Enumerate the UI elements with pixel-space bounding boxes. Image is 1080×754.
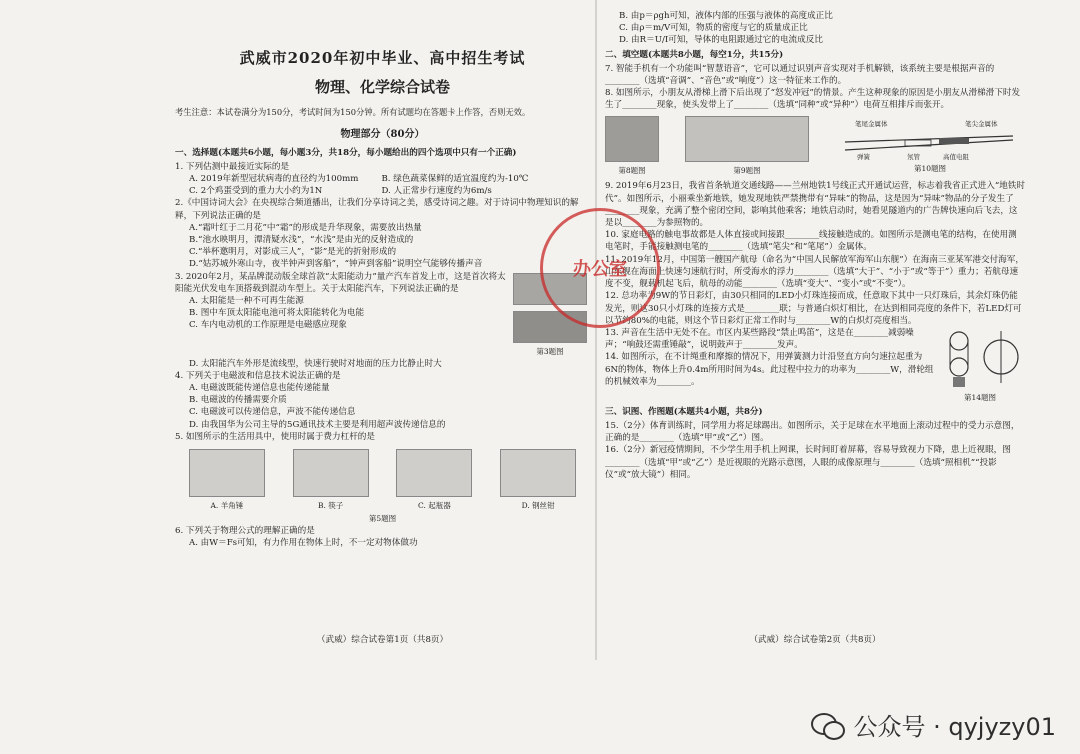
option: A. 太阳能是一种不可再生能源 [189,296,304,306]
question-3-block [175,271,590,358]
question-1-options [189,173,590,197]
option: A. 电磁波既能传递信息也能传递能量 [189,383,330,394]
official-seal [540,208,660,328]
test-pen-diagram [835,116,1025,160]
option: C. 2个鸡蛋受到的重力大小约为1N [189,186,323,197]
figure-caption: 第14题图 [963,393,997,403]
question-11: 11. 2019年12月，中国第一艘国产航母（命名为“中国人民解放军海军山东舰”）在海南三亚某军港交付海军，山东舰在海面上快速匀速航行时，所受海水的浮力________（选填“大于”、“小于”或“等于”）重力；若航母速度不变，舰载机起飞后，航母的动能________（选填“变大”、“变小”或“不变”）。 [605,254,1024,290]
question-9: 9. 2019年6月23日，我省首条轨道交通线路——兰州地铁1号线正式开通试运营，标志着我省正式进入“地铁时代”。如图所示，小丽乘坐新地铁，她发现地铁严禁携带有“异味”的物品，这是因为“异味”物品的分子发生了________现象，充满了整个密闭空间，影响其他乘客；地铁启动时，她看见隧道内的广告牌快速向后飞去，这是以________为参照物的。 [605,181,1025,229]
option: D. 钢丝钳 [521,501,555,511]
watermark-text: 公众号 · qyjyzy01 [853,713,1056,741]
section-heading: 三、识图、作图题(本题共4小题，共8分) [605,406,763,417]
pliers-photo [500,449,576,497]
question-6: 6. 下列关于物理公式的理解正确的是 [175,525,315,536]
option: B.“池水映明月，潭清疑水浅”，“水浅”是由光的反射造成的 [189,234,414,245]
option: D.“姑苏城外寒山寺，夜半钟声到客船”，“钟声到客船”说明空气能够传播声音 [189,259,483,270]
figure-14 [935,327,1025,404]
figure-caption: 第3题图 [536,347,564,356]
option: C. 由ρ＝m/V可知，物质的密度与它的质量成正比 [619,23,808,34]
chopsticks-photo [293,449,369,497]
page-footer: （武威）综合试卷第2页（共8页） [749,634,881,645]
figure-caption: 第9题图 [733,165,761,175]
option: D. 人正常步行速度约为6m/s [381,186,492,197]
question-15: 15.（2分）体育训练时，同学用力将足球踢出。如图所示，关于足球在水平地面上滚动过程中的受力示意图，正确的是________（选填“甲”或“乙”）图。 [605,420,1020,444]
figure-caption: 第10题图 [913,163,947,173]
option: D. 由我国华为公司主导的5G通讯技术主要是利用超声波传递信息的 [189,419,446,430]
seal-text: 办公室 [573,259,627,280]
pulley-diagram [937,327,1023,389]
question-3: 3. 2020年2月，某品牌混动版全球首款“太阳能动力”量产汽车首发上市，这是首次将太阳能光伏发电车顶搭载到混动车型上。关于太阳能汽车，下列说法正确的是 [175,271,506,294]
option: A.“霜叶红于二月花”中“霜”的形成是升华现象，需要放出热量 [189,222,422,233]
questions-13-14-block [605,327,1025,404]
page-fold [595,0,597,660]
hammer-photo [189,449,265,497]
option: B. 筷子 [317,501,344,511]
page-left [175,10,590,650]
option: C.“举杯邀明月，对影成三人”，“影”是光的折射形成的 [189,247,397,258]
option: B. 由p＝ρgh可知，液体内部的压强与液体的高度成正比 [619,11,833,21]
exam-subtitle: 物理、化学综合试卷 [314,78,450,97]
question-5-figures [175,449,590,512]
option: D. 由R＝U/I可知，导体的电阻跟通过它的电流成反比 [619,35,823,46]
diagram-label: 笔尖金属体 [965,119,998,128]
option: C. 电磁波可以传递信息，声波不能传递信息 [189,407,356,418]
option: B. 图中车顶太阳能电池可将太阳能转化为电能 [189,308,365,319]
part-heading: 物理部分（80分） [340,129,425,141]
figures-8-10 [605,116,1025,177]
question-12: 12. 总功率为9W的节日彩灯，由30只相同的LED小灯珠连接而成，任意取下其中一只灯珠后，其余灯珠仍能发光，则这30只小灯珠的连接方式是________联；与普通白炽灯相比，在达到相同亮度的条件下，若LED灯可以节约80%的电能，则这个节日彩灯正常工作时与________W的白炽灯亮度相当。 [605,291,1022,326]
page-footer: （武威）综合试卷第1页（共8页） [316,634,449,645]
option: A. 由W＝Fs可知，有力作用在物体上时，不一定对物体做功 [189,537,418,548]
question-5: 5. 如图所示的生活用具中，使用时属于费力杠杆的是 [175,431,375,442]
diagram-label: 氖管 [907,152,920,160]
bottle-opener-photo [396,449,472,497]
option: A. 羊角锤 [210,501,244,511]
question-10: 10. 家庭电路的触电事故都是人体直接或间接跟________线接触造成的。如图所示是测电笔的结构，在使用测电笔时，手能接触测电笔的________（选填“笔尖”和“笔尾”）金属体。 [605,230,1017,253]
subway-photo [685,116,809,162]
option: D. 太阳能汽车外形是流线型，快速行驶时对地面的压力比静止时大 [189,358,442,369]
wechat-icon [811,711,845,739]
question-1: 1. 下列估测中最接近实际的是 [175,161,290,172]
exam-notice: 考生注意：本试卷满分为150分，考试时间为150分钟。所有试题均在答题卡上作答，否则无效。 [175,106,531,117]
exam-title: 武威市2020年初中毕业、高中招生考试 [239,49,526,67]
diagram-label: 高值电阻 [943,152,969,160]
question-8: 8. 如图所示，小朋友从滑梯上滑下后出现了“怒发冲冠”的情景。产生这种现象的原因是小朋友从滑梯滑下时发生了________现象，使头发带上了________（选填“同种”或“异种”）电荷互相排斥而张开。 [605,88,1021,111]
question-14: 14. 如图所示，在不计绳重和摩擦的情况下，用弹簧测力计沿竖直方向匀速拉起重为6N的物体，物体上升0.4m所用时间为4s。此过程中拉力的功率为________W，滑轮组的机械效率为________。 [605,352,934,387]
option: C. 起瓶器 [417,501,451,511]
option: C. 车内电动机的工作原理是电磁感应现象 [189,320,347,331]
question-4: 4. 下列关于电磁波和信息技术说法正确的是 [175,370,341,381]
figure-caption: 第8题图 [618,165,646,175]
option: A. 2019年新型冠状病毒的直径约为100mm [189,173,359,184]
figure-caption: 第5题图 [368,513,397,523]
section-heading: 一、选择题(本题共6小题，每小题3分，共18分，每小题给出的四个选项中只有一个正确) [175,147,517,158]
section-heading: 二、填空题(本题共8小题，每空1分，共15分) [605,49,784,60]
question-13: 13. 声音在生活中无处不在。市区内某些路段“禁止鸣笛”，这是在________减弱噪声；“响鼓还需重锤敲”，说明鼓声于________发声。 [605,327,914,351]
wechat-watermark [811,707,1056,742]
diagram-label: 弹簧 [857,152,870,160]
option: B. 绿色蔬菜保鲜的适宜温度约为-10℃ [381,173,529,184]
page-right [605,10,1025,650]
child-photo [605,116,659,162]
question-16: 16.（2分）新冠疫情期间，不少学生用手机上网课，长时间盯着屏幕，容易导致视力下降，患上近视眼，图________（选填“甲”或“乙”）是近视眼的光路示意图，人眼的成像原理与________（选填“照相机”“投影仪”或“放大镜”）相同。 [605,445,1011,480]
question-7: 7. 智能手机有一个功能叫“智慧语音”，它可以通过识别声音实现对手机解锁，该系统主要是根据声音的________（选填“音调”、“音色”或“响度”）这一特征来工作的。 [605,63,995,87]
option: B. 电磁波的传播需要介质 [189,395,287,406]
diagram-label: 笔尾金属体 [855,119,888,128]
question-2: 2.《中国诗词大会》在央视综合频道播出，让我们分享诗词之美，感受诗词之趣。对于诗词中物理知识的解释，下列说法正确的是 [175,198,579,221]
